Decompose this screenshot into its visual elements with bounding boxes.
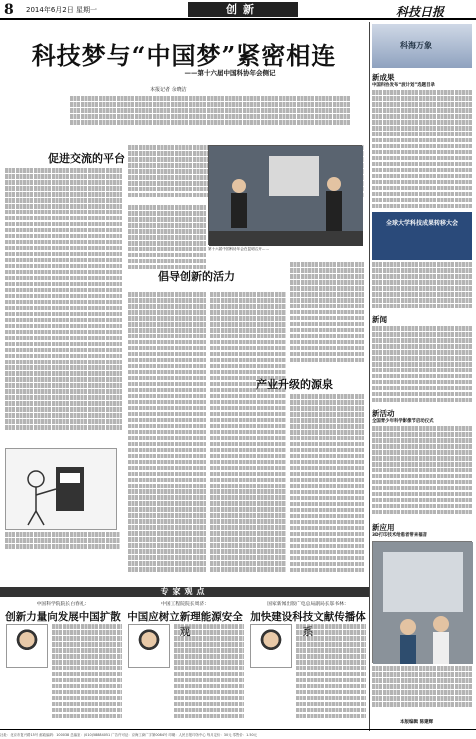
expert3-portrait xyxy=(250,624,292,668)
expert2-portrait xyxy=(128,624,170,668)
section-banner: 创新 xyxy=(188,2,298,17)
expert2-text xyxy=(174,624,244,724)
article-column-1 xyxy=(5,168,122,438)
conference-photo xyxy=(208,145,362,245)
sidebar-item2-text xyxy=(372,326,472,406)
photo-caption xyxy=(208,247,362,252)
issue-date: 2014年6月2日 星期一 xyxy=(26,6,97,14)
byline: 本报记者 余晓洁 xyxy=(150,87,187,93)
editor-credit: 本版编辑 陈建辉 xyxy=(400,720,434,725)
page-footer: 社址：北京市复兴路15号 邮政编码：100038 总编室：(010)58884051 广告许可证：京海工商广字第0084号 印刷：人民日报印务中心 每月定价：30元 零售价：1.50元 xyxy=(0,729,476,739)
expert3-headline: 加快建设科技文献传播体 xyxy=(250,611,366,623)
sidebar-item1-subtitle: 中国科协发布“波计划”选题目录 xyxy=(372,83,435,88)
experts-band: 专家观点 xyxy=(0,587,369,597)
article-column-6 xyxy=(290,262,364,370)
expert3-text xyxy=(296,624,366,724)
sidebar-photo-scene xyxy=(373,542,473,664)
sidebar-item1-title: 新成果 xyxy=(372,73,395,82)
sidebar-ad-notes xyxy=(372,262,472,312)
subheadline: ——第十六届中国科协年会侧记 xyxy=(184,69,276,77)
sidebar-ad-text: 全球大学科技成果转移大会 xyxy=(385,220,458,227)
sidebar-item1-text xyxy=(372,90,472,210)
article-column-5 xyxy=(210,292,286,582)
page-number: 8 xyxy=(4,2,14,18)
expert1-portrait xyxy=(6,624,48,668)
expert1-text xyxy=(52,624,122,724)
expert1-headline: 创新力量向发展中国扩散 xyxy=(5,611,121,623)
sidebar-item2-title: 新闻 xyxy=(372,315,387,324)
main-headline: 科技梦与“中国梦”紧密相连 xyxy=(31,41,337,70)
sidebar-item4-subtitle: 3D打印技术给患者带来福音 xyxy=(372,533,427,538)
article-column-3 xyxy=(128,205,206,275)
sidebar-item4-text xyxy=(372,666,472,716)
sidebar-banner-title: 科海万象 xyxy=(400,41,432,50)
section-heading-exchange: 促进交流的平台 xyxy=(48,152,125,165)
conference-photo-scene xyxy=(209,146,363,246)
section-heading-innovation: 倡导创新的活力 xyxy=(158,270,235,283)
article-column-4 xyxy=(128,292,206,582)
sidebar-item4-title: 新应用 xyxy=(372,523,395,532)
expert2-headline: 中国应树立新理能源安全 xyxy=(127,611,243,623)
masthead-logo: 科技日报 xyxy=(396,5,445,19)
sidebar-ad xyxy=(372,212,472,260)
expert2-title: 中国工程院院长周济： xyxy=(161,602,209,607)
article-column-2a xyxy=(128,145,208,201)
cartoon-drawing xyxy=(6,449,118,531)
cartoon-illustration xyxy=(5,448,117,530)
photo-caption-text: 第十六届中国科协年会在昆明召开…… xyxy=(208,247,270,251)
expert1-title: 中国科学院院长白春礼： xyxy=(36,602,90,607)
expert3-title: 国家新闻出版广电总局副局长邬书林： xyxy=(267,602,349,607)
section-heading-industry: 产业升级的源泉 xyxy=(256,378,333,391)
sidebar-item3-subtitle: 全国青少年科学影像节启动仪式 xyxy=(372,419,434,424)
article-column-7 xyxy=(290,394,364,582)
lead-intro-text xyxy=(70,96,350,132)
sidebar-photo xyxy=(372,541,472,663)
sidebar-item3-text xyxy=(372,426,472,516)
sidebar-banner xyxy=(372,24,472,68)
cartoon-caption xyxy=(5,532,120,552)
sidebar-item3-title: 新活动 xyxy=(372,409,395,418)
